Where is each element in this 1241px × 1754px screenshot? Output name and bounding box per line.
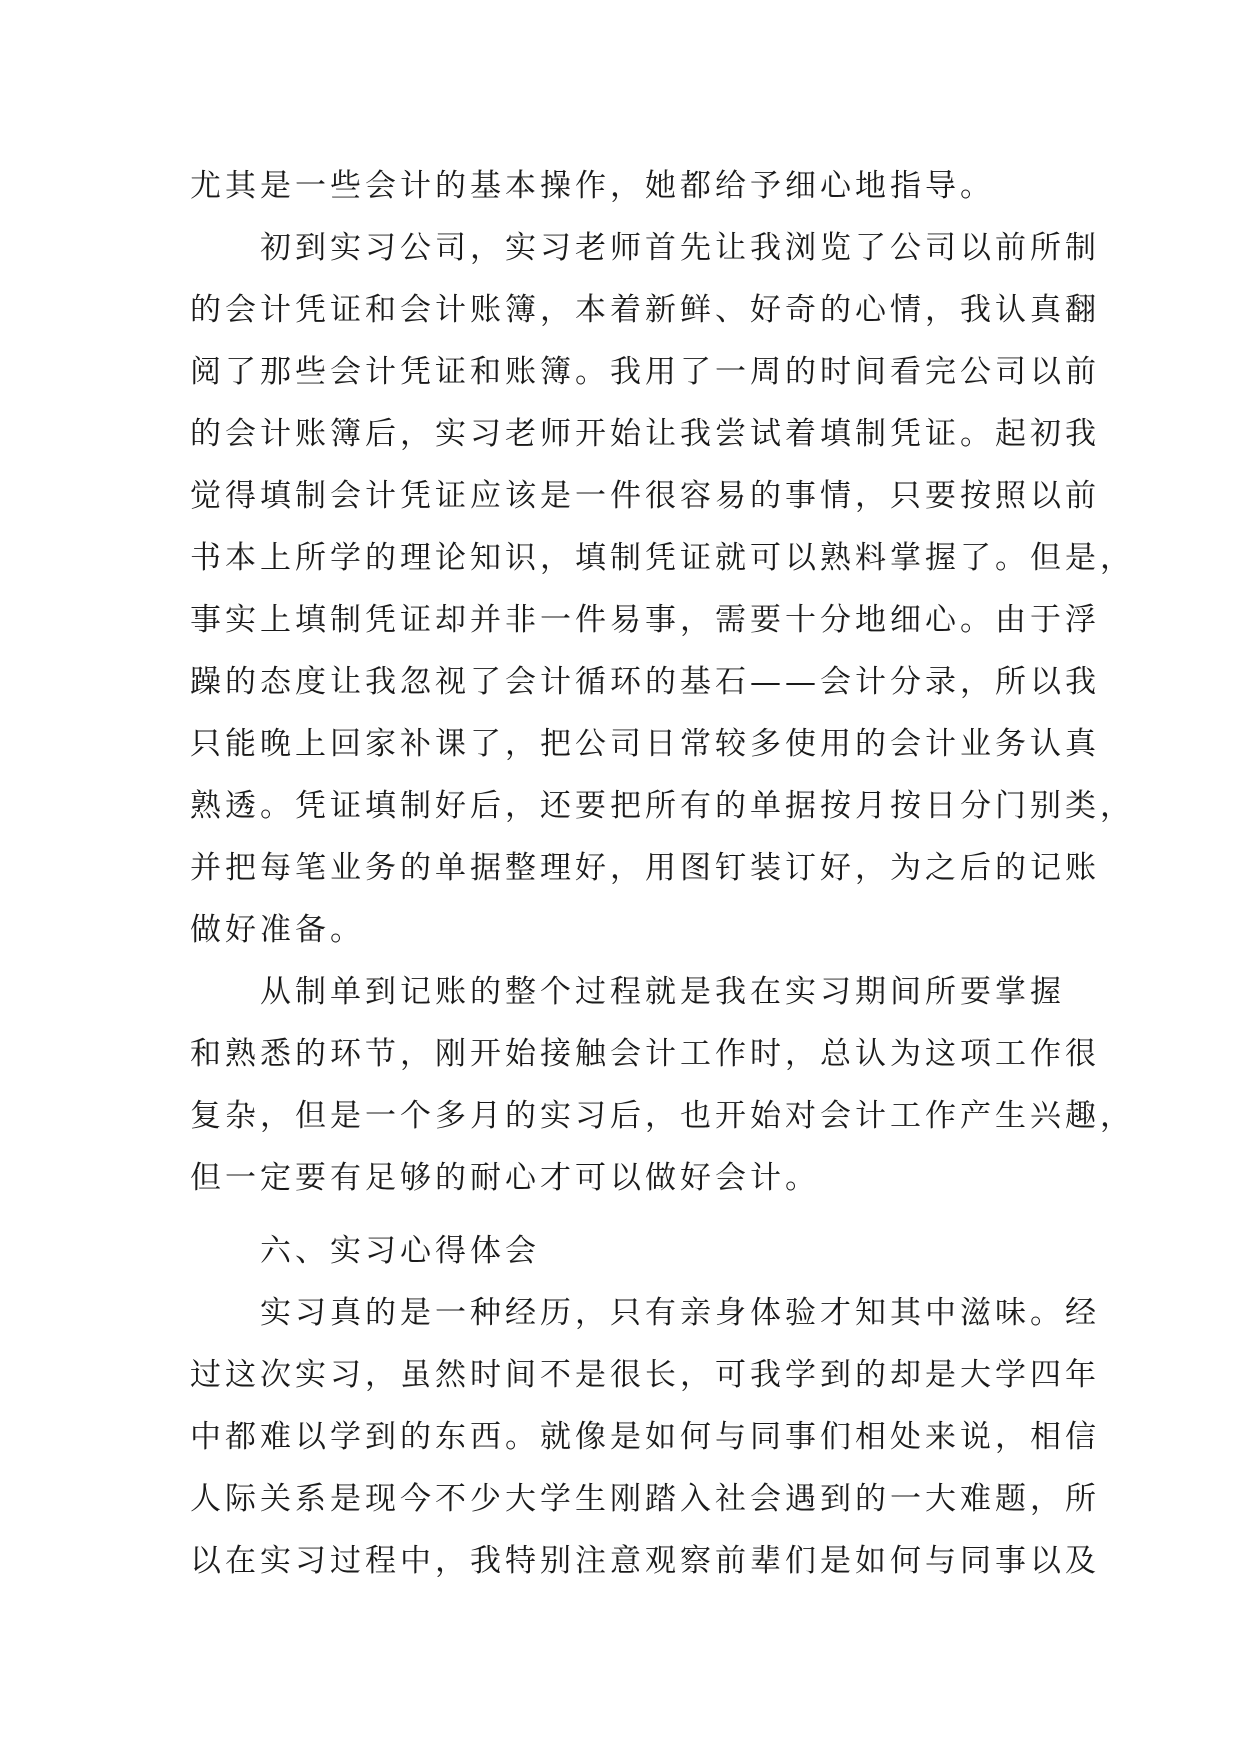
text-line: 阅了那些会计凭证和账簿。我用了一周的时间看完公司以前 (190, 354, 1100, 390)
text-line: 以在实习过程中，我特别注意观察前辈们是如何与同事以及 (190, 1543, 1100, 1579)
text-line: 躁的态度让我忽视了会计循环的基石——会计分录，所以我 (190, 664, 1100, 700)
text-line: 只能晚上回家补课了，把公司日常较多使用的会计业务认真 (190, 726, 1100, 762)
section-heading: 六、实习心得体会 (260, 1233, 540, 1269)
text-line: 的会计账簿后，实习老师开始让我尝试着填制凭证。起初我 (190, 416, 1100, 452)
text-line: 尤其是一些会计的基本操作，她都给予细心地指导。 (190, 168, 995, 204)
body-text-section-2 (190, 1220, 1100, 1592)
text-line: 觉得填制会计凭证应该是一件很容易的事情，只要按照以前 (190, 478, 1100, 514)
text-line: 书本上所学的理论知识，填制凭证就可以熟料掌握了。但是， (190, 540, 1135, 576)
text-line: 熟透。凭证填制好后，还要把所有的单据按月按日分门别类， (190, 788, 1135, 824)
paragraph-start-line: 从制单到记账的整个过程就是我在实习期间所要掌握 (260, 974, 1065, 1010)
text-line: 但一定要有足够的耐心才可以做好会计。 (190, 1160, 820, 1196)
body-text-section-1 (190, 155, 1135, 1209)
paragraph-start-line: 初到实习公司，实习老师首先让我浏览了公司以前所制 (260, 230, 1100, 266)
text-line: 做好准备。 (190, 912, 365, 948)
text-line: 的会计凭证和会计账簿，本着新鲜、好奇的心情，我认真翻 (190, 292, 1100, 328)
text-line: 过这次实习，虽然时间不是很长，可我学到的却是大学四年 (190, 1357, 1100, 1393)
text-line: 并把每笔业务的单据整理好，用图钉装订好，为之后的记账 (190, 850, 1100, 886)
text-line: 事实上填制凭证却并非一件易事，需要十分地细心。由于浮 (190, 602, 1100, 638)
text-line: 和熟悉的环节，刚开始接触会计工作时，总认为这项工作很 (190, 1036, 1100, 1072)
text-line: 中都难以学到的东西。就像是如何与同事们相处来说，相信 (190, 1419, 1100, 1455)
text-line: 人际关系是现今不少大学生刚踏入社会遇到的一大难题，所 (190, 1481, 1100, 1517)
text-line: 复杂，但是一个多月的实习后，也开始对会计工作产生兴趣， (190, 1098, 1135, 1134)
paragraph-start-line: 实习真的是一种经历，只有亲身体验才知其中滋味。经 (260, 1295, 1100, 1331)
